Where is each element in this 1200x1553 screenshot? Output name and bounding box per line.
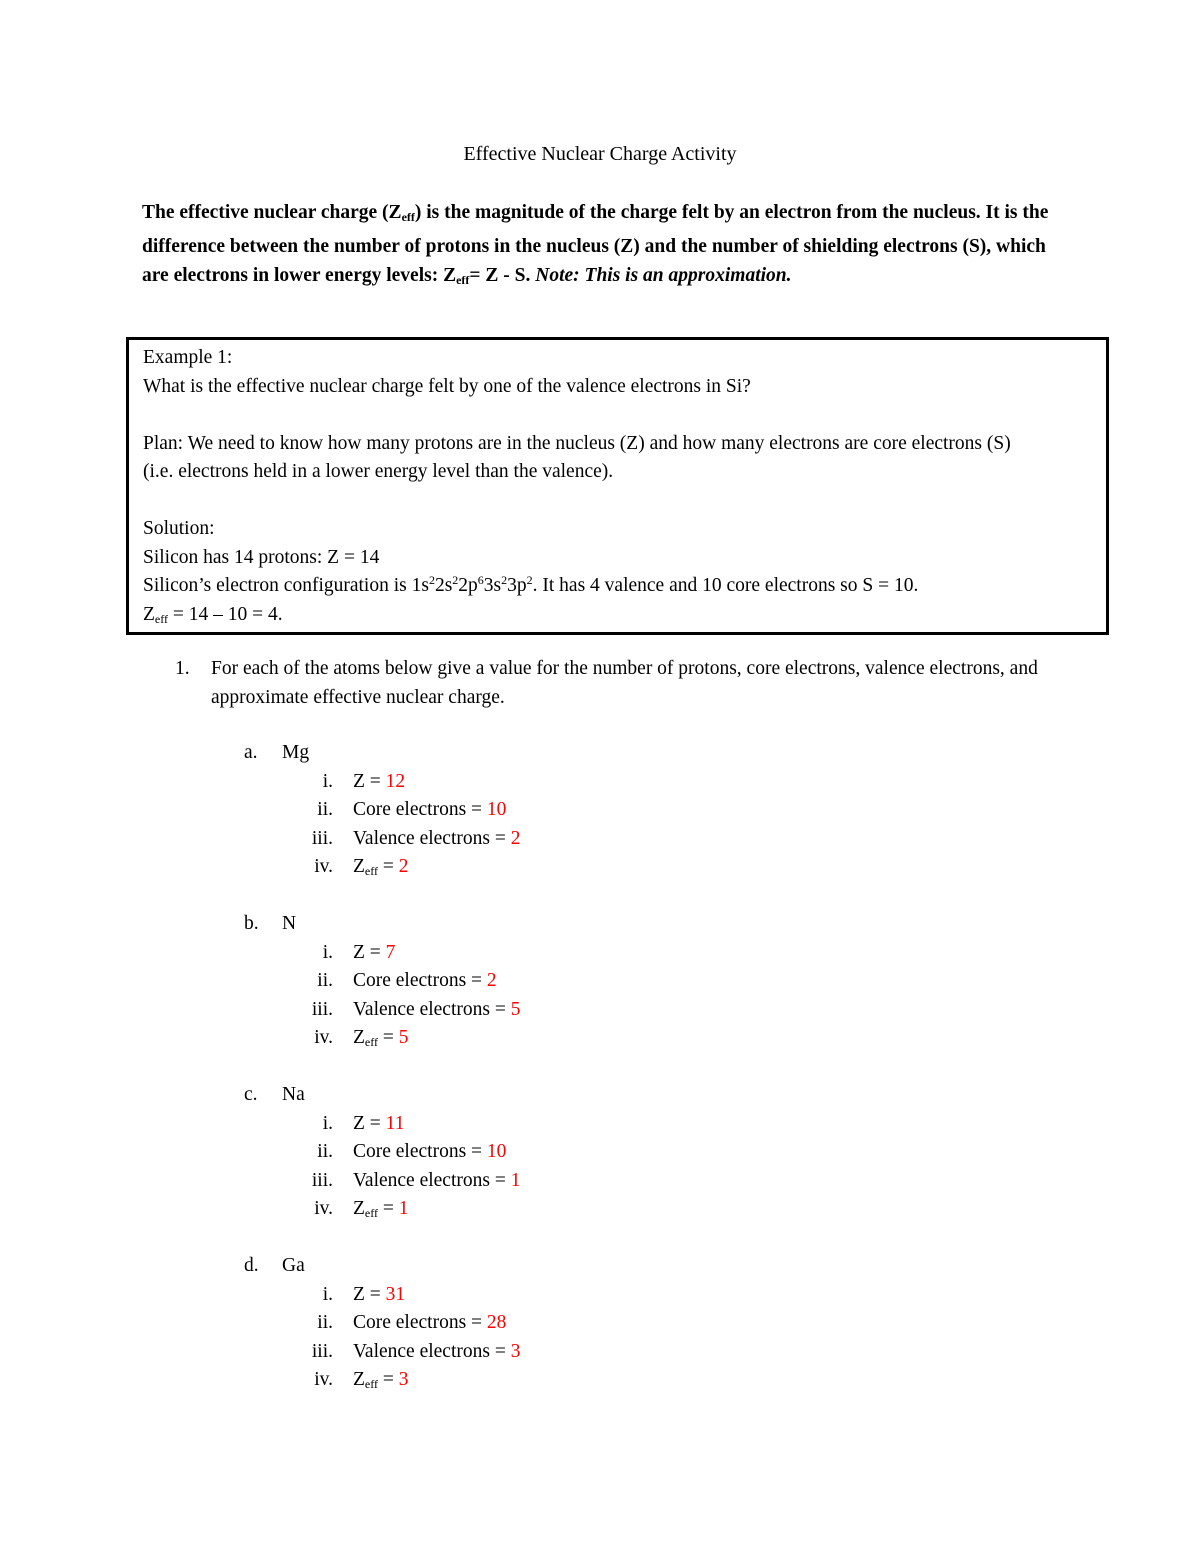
roman-numeral: iv. bbox=[314, 856, 333, 877]
proton-count bbox=[353, 1284, 405, 1306]
label-core: Core electrons = bbox=[353, 799, 487, 820]
zeff-subscript: eff bbox=[364, 1206, 379, 1220]
answer-z: 11 bbox=[385, 1112, 405, 1134]
answer-zeff: 3 bbox=[398, 1369, 409, 1390]
label-core: Core electrons = bbox=[353, 1141, 487, 1162]
question-number: 1. bbox=[175, 658, 190, 679]
proton-count bbox=[353, 942, 395, 964]
zeff-subscript: eff bbox=[364, 864, 379, 878]
answer-z: 7 bbox=[385, 941, 396, 963]
roman-numeral: iii. bbox=[311, 998, 333, 1020]
answer-valence: 5 bbox=[510, 998, 521, 1020]
question-1 bbox=[175, 655, 1075, 712]
core-electrons bbox=[353, 1312, 506, 1334]
label-equals: = bbox=[378, 1198, 399, 1219]
proton-count-row bbox=[244, 1284, 644, 1313]
roman-numeral: i. bbox=[322, 1112, 333, 1134]
label-equals: = bbox=[378, 856, 399, 877]
label-z: Z = bbox=[353, 1112, 386, 1134]
atom-symbol: Na bbox=[282, 1084, 305, 1105]
part-letter: d. bbox=[244, 1255, 259, 1276]
label-valence: Valence electrons = bbox=[353, 1340, 511, 1362]
intro-text-1: The effective nuclear charge (Z bbox=[142, 202, 402, 223]
answer-core: 10 bbox=[486, 799, 507, 820]
config-prefix: Silicon’s electron configuration is 1s bbox=[143, 575, 429, 596]
intro-note: Note: This is an approximation. bbox=[535, 265, 792, 286]
example-line-config: Silicon’s electron configuration is $1s^22s^22p^63s^23p^2$. It has 4 valence and 10 core electrons so S = 10. bbox=[143, 573, 919, 596]
intro-text-3: = Z - S. bbox=[469, 265, 536, 286]
proton-count bbox=[353, 1113, 404, 1135]
answer-valence: 3 bbox=[510, 1340, 521, 1362]
example-line-zeff: $Z_{eff} = 14 - 10 = 4$. bbox=[143, 603, 283, 626]
valence-electrons-row bbox=[244, 1170, 644, 1199]
answer-zeff: 5 bbox=[398, 1027, 409, 1048]
answer-core: 28 bbox=[486, 1312, 507, 1333]
roman-numeral: iii. bbox=[311, 1169, 333, 1191]
atom-symbol: Ga bbox=[282, 1255, 305, 1276]
part-letter: a. bbox=[244, 742, 258, 763]
answer-valence: 1 bbox=[510, 1169, 521, 1191]
zeff-value bbox=[353, 856, 409, 879]
core-electrons-row bbox=[244, 970, 644, 999]
zeff-value-row bbox=[244, 856, 644, 885]
label-equals: = bbox=[378, 1369, 399, 1390]
label-z: Z = bbox=[353, 1283, 386, 1305]
label-zeff: Z bbox=[353, 1198, 365, 1219]
roman-numeral: ii. bbox=[317, 1141, 333, 1162]
label-equals: = bbox=[378, 1027, 399, 1048]
zeff-value bbox=[353, 1027, 409, 1050]
label-valence: Valence electrons = bbox=[353, 998, 511, 1020]
roman-numeral: iii. bbox=[311, 1340, 333, 1362]
document-title: Effective Nuclear Charge Activity bbox=[463, 143, 737, 165]
roman-numeral: i. bbox=[322, 770, 333, 792]
valence-electrons-row bbox=[244, 1341, 644, 1370]
roman-numeral: iii. bbox=[311, 827, 333, 849]
zeff-value bbox=[353, 1198, 409, 1221]
question-text: For each of the atoms below give a value for the number of protons, core electrons, valence electrons, and approximate effective nuclear charge. bbox=[211, 658, 1038, 708]
core-electrons bbox=[353, 1141, 506, 1163]
atom-symbol: N bbox=[282, 913, 297, 934]
label-valence: Valence electrons = bbox=[353, 827, 511, 849]
roman-numeral: ii. bbox=[317, 1312, 333, 1333]
example-solution-label: Solution: bbox=[143, 518, 215, 539]
core-electrons bbox=[353, 970, 497, 992]
example-question: What is the effective nuclear charge felt by one of the valence electrons in Si? bbox=[143, 375, 751, 397]
valence-electrons bbox=[353, 828, 520, 850]
zeff-subscript: eff bbox=[456, 273, 470, 287]
part-letter: b. bbox=[244, 913, 259, 934]
part-letter: c. bbox=[244, 1084, 258, 1105]
valence-electrons bbox=[353, 1341, 520, 1363]
zeff-subscript: eff bbox=[401, 210, 415, 224]
core-electrons-row bbox=[244, 799, 644, 828]
answer-valence: 2 bbox=[510, 827, 521, 849]
proton-count-row bbox=[244, 1113, 644, 1142]
core-electrons-row bbox=[244, 1312, 644, 1341]
answer-core: 2 bbox=[486, 970, 497, 991]
zeff-subscript: eff bbox=[364, 1035, 379, 1049]
zeff-value-row bbox=[244, 1027, 644, 1056]
proton-count bbox=[353, 771, 405, 793]
intro-text-2: ) is the magnitude of the charge felt by an electron from the nucleus. It is the difference between the number of protons in the nucleus (Z) and the number of shielding electrons (S), which are electrons in lower energy levels: Z bbox=[142, 202, 1049, 286]
valence-electrons-row bbox=[244, 999, 644, 1028]
proton-count-row bbox=[244, 771, 644, 800]
answer-core: 10 bbox=[486, 1141, 507, 1162]
roman-numeral: ii. bbox=[317, 970, 333, 991]
zeff-value-row bbox=[244, 1198, 644, 1227]
zeff-subscript: eff bbox=[364, 1377, 379, 1391]
answer-z: 12 bbox=[385, 770, 406, 792]
label-core: Core electrons = bbox=[353, 1312, 487, 1333]
label-zeff: Z bbox=[353, 856, 365, 877]
roman-numeral: ii. bbox=[317, 799, 333, 820]
answer-z: 31 bbox=[385, 1283, 406, 1305]
atom-symbol: Mg bbox=[282, 742, 310, 763]
core-electrons bbox=[353, 799, 506, 821]
roman-numeral: i. bbox=[322, 941, 333, 963]
roman-numeral: iv. bbox=[314, 1369, 333, 1390]
valence-electrons bbox=[353, 1170, 520, 1192]
roman-numeral: iv. bbox=[314, 1198, 333, 1219]
zeff-result: = 14 – 10 = 4. bbox=[168, 603, 283, 625]
config-suffix: . It has 4 valence and 10 core electrons so S = 10. bbox=[532, 575, 919, 596]
example-line-protons: Silicon has 14 protons: Z = 14 bbox=[143, 546, 380, 568]
label-z: Z = bbox=[353, 941, 386, 963]
example-heading: Example 1: bbox=[143, 347, 233, 368]
zeff-value-row bbox=[244, 1369, 644, 1398]
valence-electrons-row bbox=[244, 828, 644, 857]
core-electrons-row bbox=[244, 1141, 644, 1170]
example-box bbox=[126, 337, 1109, 635]
label-zeff: Z bbox=[353, 1027, 365, 1048]
answer-zeff: 1 bbox=[398, 1198, 409, 1219]
label-core: Core electrons = bbox=[353, 970, 487, 991]
label-valence: Valence electrons = bbox=[353, 1169, 511, 1191]
valence-electrons bbox=[353, 999, 520, 1021]
answer-zeff: 2 bbox=[398, 856, 409, 877]
roman-numeral: i. bbox=[322, 1283, 333, 1305]
intro-paragraph bbox=[142, 198, 1062, 295]
zeff-subscript: eff bbox=[154, 611, 169, 626]
label-zeff: Z bbox=[353, 1369, 365, 1390]
zeff-value bbox=[353, 1369, 409, 1392]
example-plan: Plan: We need to know how many protons are in the nucleus (Z) and how many electrons are core electrons (S) (i.e. electrons held in a lower energy level than the valence). bbox=[143, 432, 1011, 482]
label-z: Z = bbox=[353, 770, 386, 792]
proton-count-row bbox=[244, 942, 644, 971]
roman-numeral: iv. bbox=[314, 1027, 333, 1048]
